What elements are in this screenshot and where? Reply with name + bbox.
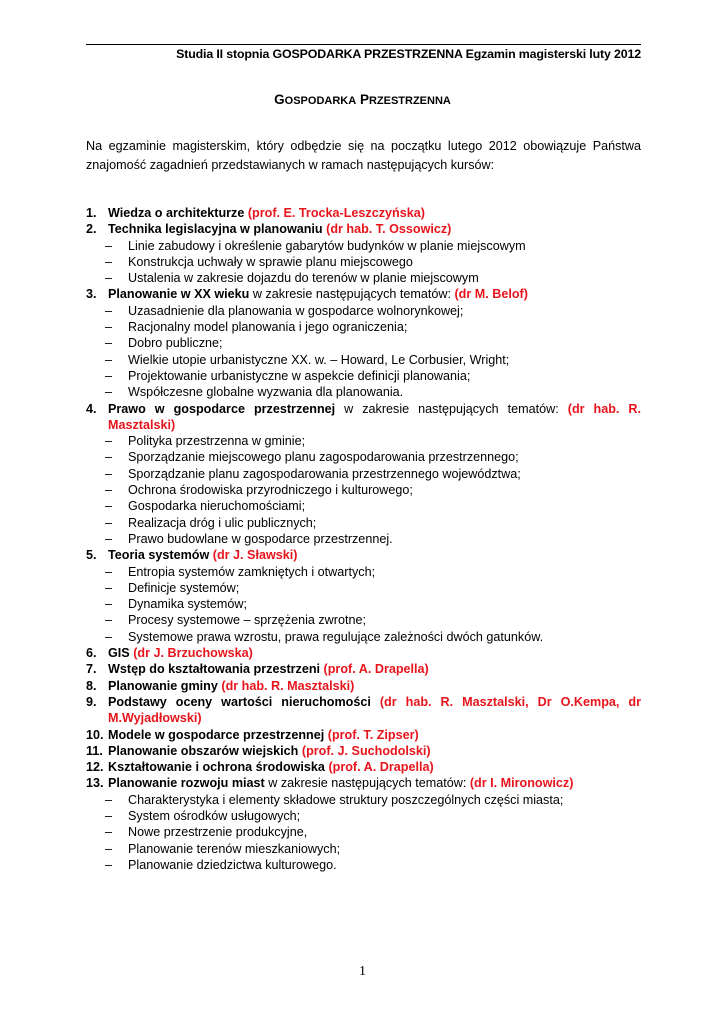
course-title: GIS [108, 646, 130, 661]
course-lecturer: (dr hab. R. Masztalski) [221, 678, 355, 693]
dash-bullet: – [105, 499, 113, 514]
course-number: 9. [86, 694, 97, 709]
course-title: Wiedza o architekturze [108, 206, 245, 220]
topic-text: Współczesne globalne wyzwania dla planowania. [128, 385, 404, 400]
topic-item [86, 449, 641, 465]
topic-text: Sporządzanie planu zagospodarowania przestrzennego województwa; [128, 466, 521, 481]
topic-text: Charakterystyka i elementy składowe struktury poszczególnych części miasta; [128, 792, 564, 807]
course-lecturer: (prof. A. Drapella) [323, 662, 429, 677]
topic-item [86, 319, 641, 335]
title-initial-p: P [359, 92, 369, 107]
course-title: Kształtowanie i ochrona środowiska [108, 760, 325, 775]
dash-bullet: – [105, 385, 113, 400]
page-header: Studia II stopnia GOSPODARKA PRZESTRZENNA Egzamin magisterski luty 2012 [86, 44, 641, 61]
course-title: Planowanie w XX wieku [108, 287, 250, 302]
topic-item [86, 841, 641, 857]
title-rest-rzestrzenna: RZESTRZENNA [368, 95, 451, 107]
course-item [86, 645, 641, 661]
topic-text: Ustalenia w zakresie dojazdu do terenów w planie miejscowym [128, 271, 479, 286]
course-title: Wstęp do kształtowania przestrzeni [108, 662, 321, 677]
topic-text: System ośrodków usługowych; [128, 808, 301, 823]
course-item [86, 547, 641, 563]
intro-paragraph: Na egzaminie magisterskim, który odbędzie się na początku lutego 2012 obowiązuje Państwa znajomość zagadnień przedstawianych w ramach następujących kursów: [86, 139, 641, 172]
course-text [108, 661, 641, 677]
course-title: Planowanie obszarów wiejskich [108, 743, 299, 758]
topic-item [86, 580, 641, 596]
topic-text: Planowanie dziedzictwa kulturowego. [128, 857, 337, 872]
course-lecturer: (dr hab. R. Masztalski) [108, 401, 642, 432]
course-lecturer: (dr hab. T. Ossowicz) [326, 222, 452, 237]
topic-text: Projektowanie urbanistyczne w aspekcie definicji planowania; [128, 368, 471, 383]
course-text [108, 205, 641, 221]
topic-text: Sporządzanie miejscowego planu zagospodarowania przestrzennego; [128, 450, 519, 465]
dash-bullet: – [105, 580, 113, 595]
topic-item [86, 515, 641, 531]
document-title [0, 92, 725, 107]
course-number: 12. [86, 760, 104, 775]
course-title: Podstawy oceny wartości nieruchomości [108, 694, 371, 709]
topic-item [86, 564, 641, 580]
topic-item [86, 466, 641, 482]
topic-text: Wielkie utopie urbanistyczne XX. w. – Howard, Le Corbusier, Wright; [128, 352, 510, 367]
topic-text: Definicje systemów; [128, 580, 240, 595]
dash-bullet: – [105, 466, 113, 481]
dash-bullet: – [105, 597, 113, 612]
dash-bullet: – [105, 841, 113, 856]
topic-text: Dynamika systemów; [128, 597, 247, 612]
course-title: Modele w gospodarce przestrzennej [108, 727, 325, 742]
topic-item [86, 612, 641, 628]
course-scope: w zakresie następujących tematów: [344, 401, 559, 416]
topic-text: Planowanie terenów mieszkaniowych; [128, 841, 341, 856]
course-list [86, 205, 641, 873]
course-number: 5. [86, 548, 97, 563]
course-scope: w zakresie następujących tematów: [252, 287, 451, 302]
title-initial-g: G [274, 92, 285, 107]
course-number: 8. [86, 678, 97, 693]
course-text [108, 645, 641, 661]
course-item [86, 205, 641, 221]
topic-item [86, 335, 641, 351]
course-text [108, 775, 641, 791]
course-lecturer: (dr M. Belof) [454, 287, 528, 302]
course-item [86, 759, 641, 775]
title-rest-ospodarka: OSPODARKA [284, 95, 357, 107]
dash-bullet: – [105, 368, 113, 383]
course-scope: w zakresie następujących tematów: [268, 776, 467, 791]
course-number: 11. [86, 743, 103, 758]
course-text [108, 221, 641, 237]
topic-item [86, 531, 641, 547]
topic-item [86, 629, 641, 645]
topic-item [86, 482, 641, 498]
course-number: 6. [86, 646, 97, 661]
course-item [86, 286, 641, 302]
dash-bullet: – [105, 825, 113, 840]
course-item [86, 661, 641, 677]
topic-text: Ochrona środowiska przyrodniczego i kulturowego; [128, 483, 413, 498]
topic-text: Systemowe prawa wzrostu, prawa regulujące zależności dwóch gatunków. [128, 629, 544, 644]
course-text [108, 678, 641, 694]
topic-text: Gospodarka nieruchomościami; [128, 499, 306, 514]
dash-bullet: – [105, 515, 113, 530]
course-lecturer: (prof. E. Trocka-Leszczyńska) [247, 206, 425, 220]
course-number: 4. [86, 401, 97, 416]
dash-bullet: – [105, 808, 113, 823]
course-text [108, 759, 641, 775]
dash-bullet: – [105, 238, 113, 253]
course-lecturer: (prof. J. Suchodolski) [301, 743, 431, 758]
course-item [86, 401, 641, 434]
course-lecturer: (dr I. Mironowicz) [469, 776, 574, 791]
page-number: 1 [359, 964, 366, 979]
dash-bullet: – [105, 450, 113, 465]
dash-bullet: – [105, 303, 113, 318]
course-lecturer: (dr J. Brzuchowska) [133, 646, 253, 661]
course-lecturer: (prof. T. Zipser) [327, 727, 419, 742]
topic-text: Linie zabudowy i określenie gabarytów budynków w planie miejscowym [128, 238, 526, 253]
topic-item [86, 352, 641, 368]
dash-bullet: – [105, 254, 113, 269]
dash-bullet: – [105, 352, 113, 367]
topic-text: Dobro publiczne; [128, 336, 223, 351]
topic-item [86, 808, 641, 824]
course-item [86, 743, 641, 759]
topic-text: Polityka przestrzenna w gminie; [128, 434, 306, 449]
dash-bullet: – [105, 613, 113, 628]
topic-item [86, 368, 641, 384]
dash-bullet: – [105, 629, 113, 644]
topic-item [86, 596, 641, 612]
course-text [108, 547, 641, 563]
topic-text: Konstrukcja uchwały w sprawie planu miejscowego [128, 254, 413, 269]
topic-text: Prawo budowlane w gospodarce przestrzennej. [128, 531, 393, 546]
course-item [86, 727, 641, 743]
course-title: Planowanie rozwoju miast [108, 776, 265, 791]
topic-item [86, 384, 641, 400]
topic-text: Uzasadnienie dla planowania w gospodarce wolnorynkowej; [128, 303, 464, 318]
course-title: Prawo w gospodarce przestrzennej [108, 401, 336, 416]
course-lecturer: (prof. A. Drapella) [328, 760, 434, 775]
topic-item [86, 270, 641, 286]
course-text [108, 727, 641, 743]
course-item [86, 775, 641, 791]
course-number: 3. [86, 287, 97, 302]
course-text [108, 286, 641, 302]
course-text [108, 743, 641, 759]
course-number: 1. [86, 206, 97, 220]
dash-bullet: – [105, 271, 113, 286]
topic-item [86, 498, 641, 514]
dash-bullet: – [105, 336, 113, 351]
course-item [86, 221, 641, 237]
dash-bullet: – [105, 564, 113, 579]
dash-bullet: – [105, 320, 113, 335]
course-number: 2. [86, 222, 97, 237]
dash-bullet: – [105, 792, 113, 807]
topic-item [86, 303, 641, 319]
topic-text: Entropia systemów zamkniętych i otwartych; [128, 564, 376, 579]
dash-bullet: – [105, 434, 113, 449]
topic-item [86, 254, 641, 270]
dash-bullet: – [105, 483, 113, 498]
topic-item [86, 824, 641, 840]
course-title: Planowanie gminy [108, 678, 218, 693]
dash-bullet: – [105, 531, 113, 546]
topic-item [86, 433, 641, 449]
course-item [86, 678, 641, 694]
topic-text: Procesy systemowe – sprzężenia zwrotne; [128, 613, 366, 628]
course-text [108, 401, 641, 434]
course-lecturer: (dr hab. R. Masztalski, Dr O.Kempa, dr M.Wyjadłowski) [108, 694, 641, 726]
course-title: Teoria systemów [108, 548, 210, 563]
topic-text: Realizacja dróg i ulic publicznych; [128, 515, 317, 530]
course-number: 10. [86, 727, 104, 742]
dash-bullet: – [105, 857, 113, 872]
course-number: 7. [86, 662, 97, 677]
course-lecturer: (dr J. Sławski) [212, 548, 298, 563]
topic-text: Racjonalny model planowania i jego ograniczenia; [128, 320, 408, 335]
topic-item [86, 792, 641, 808]
topic-text: Nowe przestrzenie produkcyjne, [128, 825, 308, 840]
topic-item [86, 238, 641, 254]
course-item [86, 694, 641, 727]
course-number: 13. [86, 776, 104, 791]
course-text [108, 694, 641, 727]
course-title: Technika legislacyjna w planowaniu [108, 222, 323, 237]
topic-item [86, 857, 641, 873]
